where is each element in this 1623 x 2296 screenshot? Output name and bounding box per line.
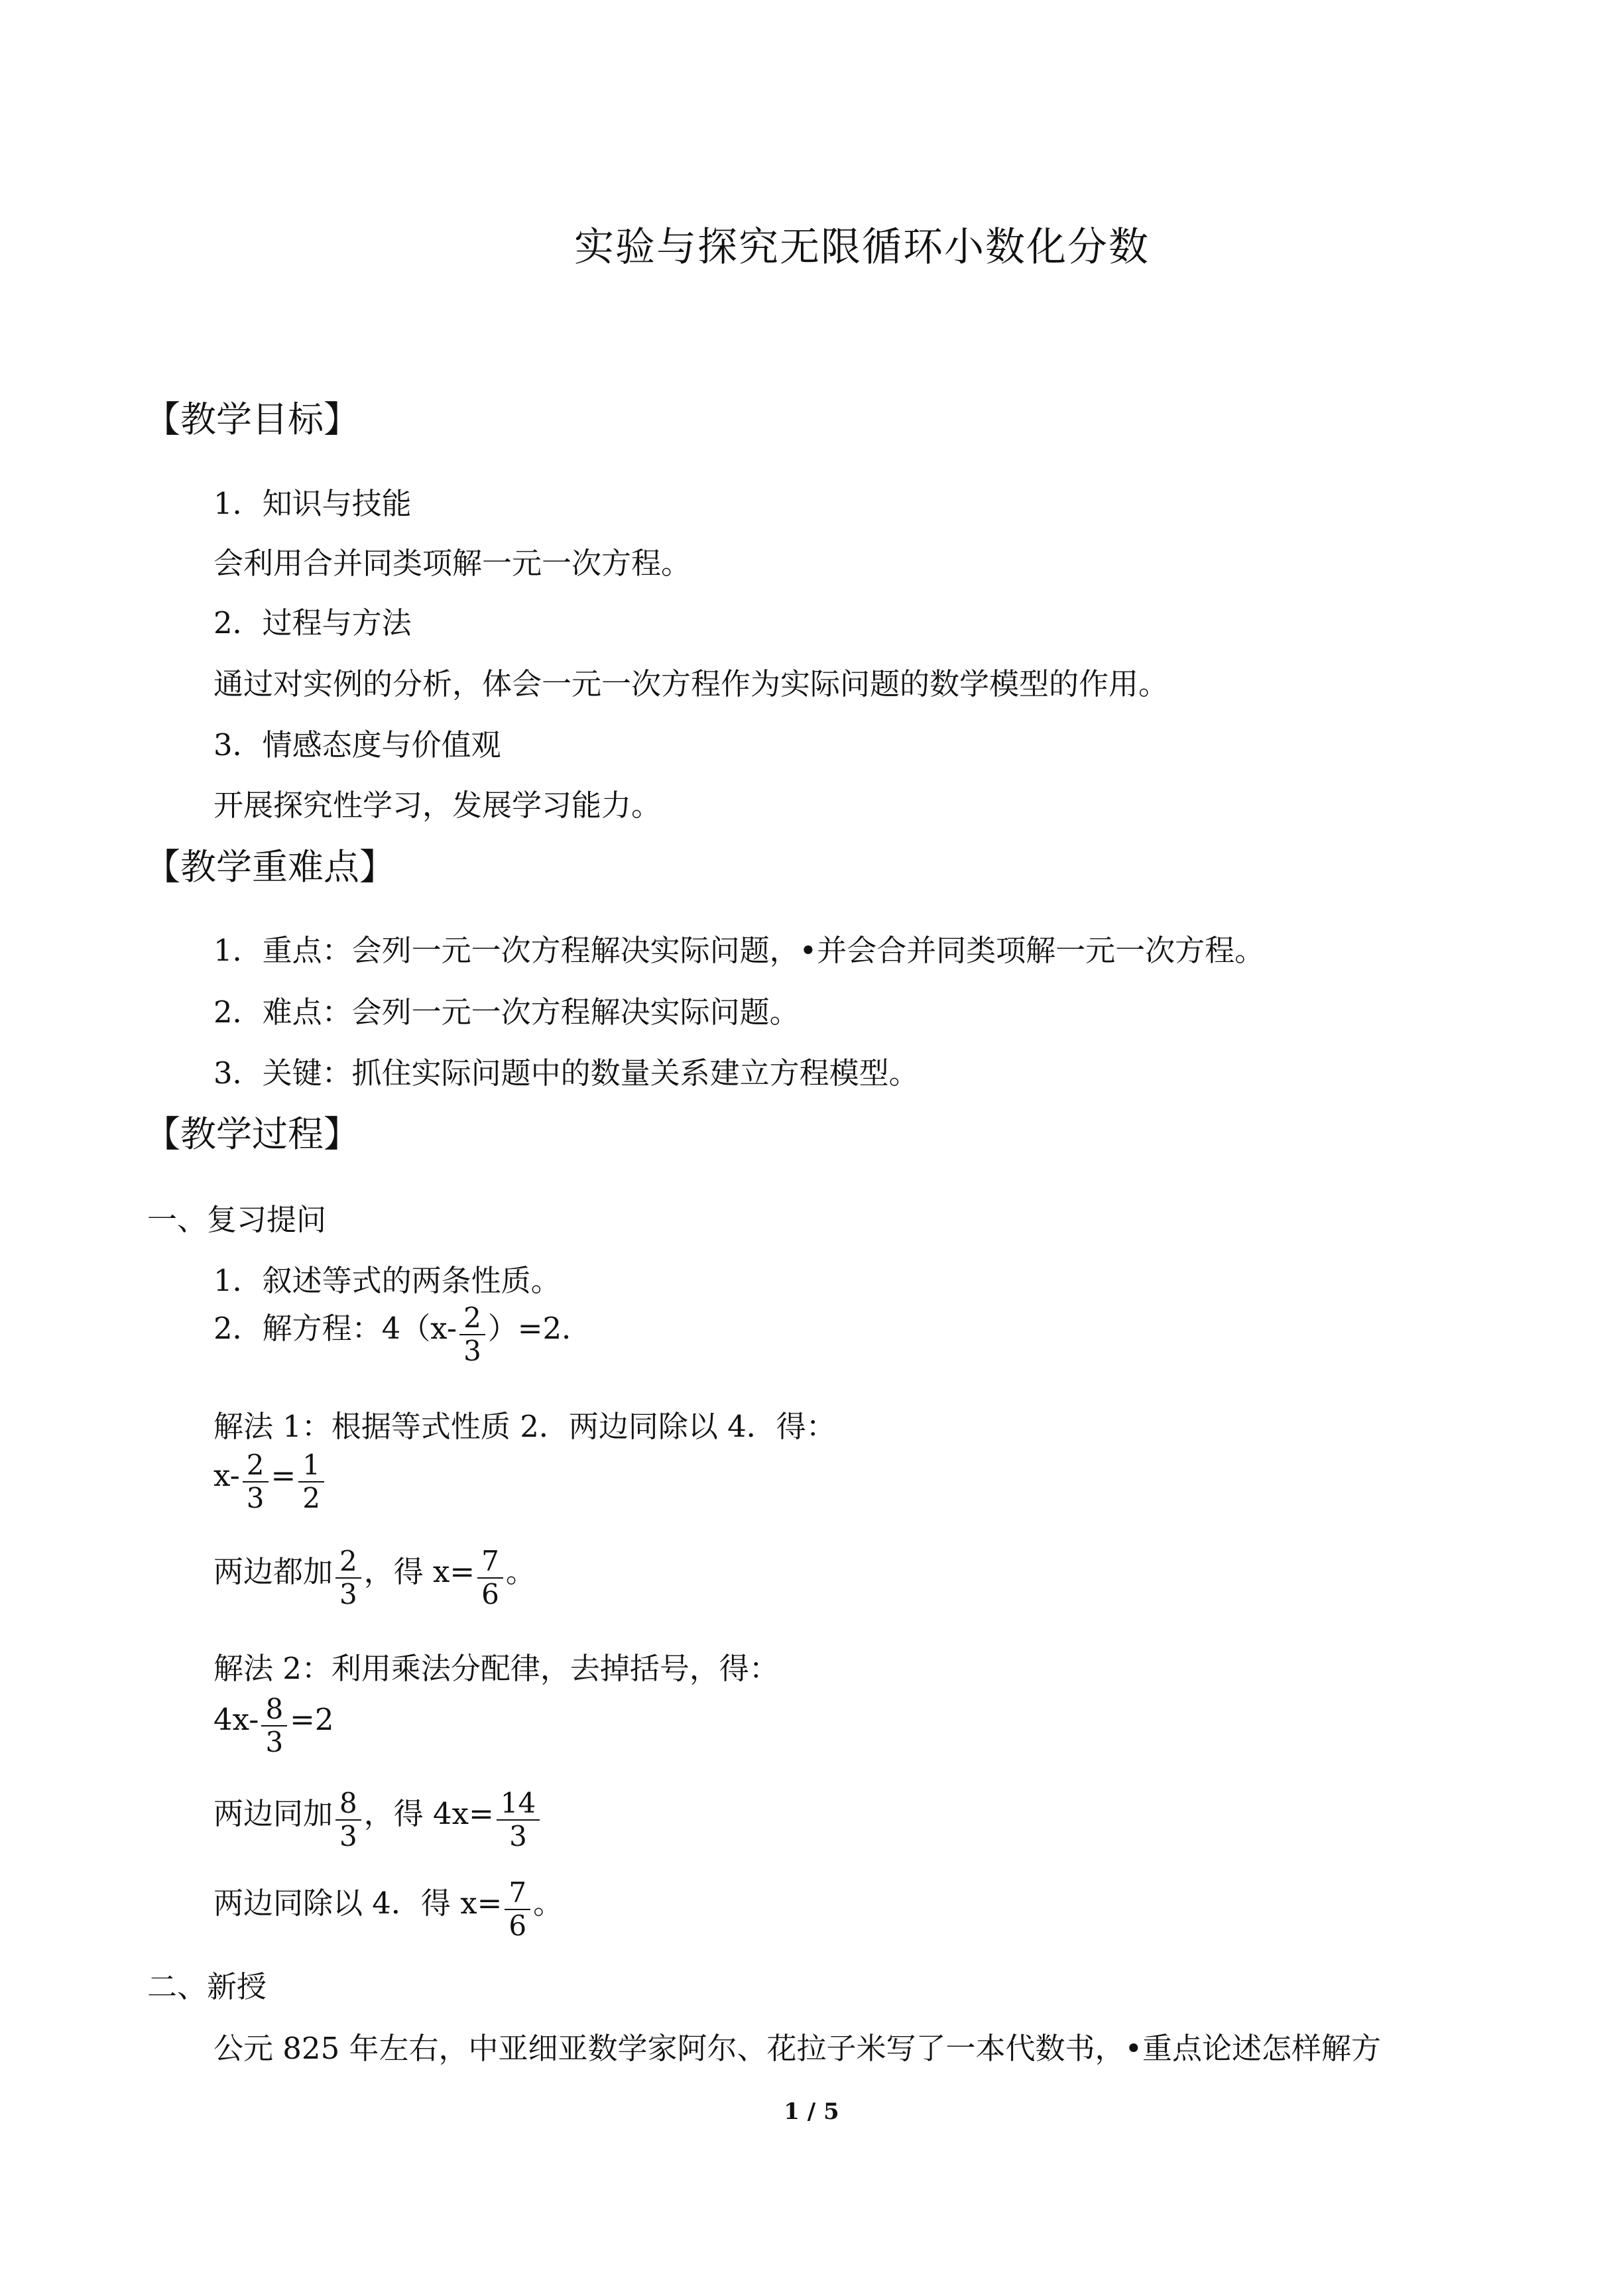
add-suffix: 。 [505, 1553, 536, 1589]
review-question-2 [213, 1298, 592, 1368]
goal-3-body: 开展探究性学习，发展学习能力。 [213, 788, 662, 823]
method-2-divide [213, 1873, 564, 1943]
document-title: 实验与探究无限循环小数化分数 [574, 224, 1150, 271]
review-question-1: 1．叙述等式的两条性质。 [213, 1263, 561, 1298]
method-2-equation [213, 1689, 334, 1759]
fraction [298, 1449, 324, 1515]
fraction-numerator: 8 [335, 1787, 361, 1821]
add-mid: ，得 x= [363, 1553, 475, 1589]
method-2-add [213, 1783, 542, 1853]
eq-mid: = [270, 1457, 296, 1493]
fraction-numerator: 7 [477, 1545, 503, 1579]
new-lesson-heading: 二、新授 [147, 1969, 267, 2004]
fraction-numerator: 14 [497, 1787, 540, 1821]
goal-3-heading: 3．情感态度与价值观 [213, 727, 501, 762]
fraction [497, 1787, 540, 1853]
fraction [459, 1302, 485, 1368]
method-1-equation [213, 1445, 327, 1515]
goal-1-heading: 1．知识与技能 [213, 486, 412, 521]
fraction-numerator: 1 [298, 1449, 324, 1482]
review-heading: 一、复习提问 [147, 1202, 327, 1237]
fraction-denominator: 3 [339, 1820, 357, 1853]
method-1-add [213, 1541, 536, 1611]
key-point-1: 1．重点：会列一元一次方程解决实际问题，•并会合并同类项解一元一次方程。 [213, 933, 1265, 968]
add-prefix: 两边同加 [213, 1795, 333, 1831]
goal-2-heading: 2．过程与方法 [213, 605, 412, 640]
fraction-denominator: 6 [509, 1909, 527, 1943]
fraction [261, 1693, 287, 1759]
fraction-denominator: 3 [265, 1726, 284, 1759]
fraction-denominator: 3 [463, 1335, 481, 1368]
eq-prefix: 4x- [213, 1701, 259, 1737]
fraction-denominator: 2 [302, 1482, 320, 1515]
div-suffix: 。 [533, 1885, 564, 1921]
fraction-numerator: 8 [261, 1693, 287, 1726]
fraction [335, 1787, 361, 1853]
fraction-denominator: 3 [339, 1578, 357, 1611]
fraction [243, 1449, 269, 1515]
method-1-intro: 解法 1：根据等式性质 2．两边同除以 4．得： [213, 1409, 836, 1444]
fraction-numerator: 2 [243, 1449, 269, 1482]
section-heading-key-points: 【教学重难点】 [145, 846, 395, 888]
add-prefix: 两边都加 [213, 1553, 333, 1589]
fraction [335, 1545, 361, 1611]
q2-prefix: 2．解方程：4（x- [213, 1310, 457, 1346]
new-lesson-paragraph: 公元 825 年左右，中亚细亚数学家阿尔、花拉子米写了一本代数书，•重点论述怎样解方 [213, 2031, 1382, 2066]
fraction-numerator: 2 [335, 1545, 361, 1579]
eq-prefix: x- [213, 1457, 240, 1493]
key-point-3: 3．关键：抓住实际问题中的数量关系建立方程模型。 [213, 1056, 919, 1091]
fraction-denominator: 6 [481, 1578, 499, 1611]
fraction-denominator: 3 [509, 1820, 527, 1853]
fraction [505, 1877, 530, 1943]
fraction-numerator: 7 [505, 1877, 530, 1910]
add-mid: ，得 4x= [363, 1795, 494, 1831]
fraction [477, 1545, 503, 1611]
method-2-intro: 解法 2：利用乘法分配律，去掉括号，得： [213, 1651, 779, 1686]
goal-2-body: 通过对实例的分析，体会一元一次方程作为实际问题的数学模型的作用。 [213, 666, 1169, 701]
eq-suffix: =2 [290, 1701, 334, 1737]
page-number: 1 / 5 [784, 2098, 839, 2125]
div-prefix: 两边同除以 4．得 x= [213, 1885, 503, 1921]
goal-1-body: 会利用合并同类项解一元一次方程。 [213, 546, 691, 581]
fraction-numerator: 2 [459, 1302, 485, 1335]
section-heading-process: 【教学过程】 [145, 1113, 359, 1155]
q2-suffix: ）=2． [487, 1310, 592, 1346]
key-point-2: 2．难点：会列一元一次方程解决实际问题。 [213, 995, 800, 1030]
fraction-denominator: 3 [246, 1482, 265, 1515]
section-heading-goals: 【教学目标】 [145, 398, 359, 440]
